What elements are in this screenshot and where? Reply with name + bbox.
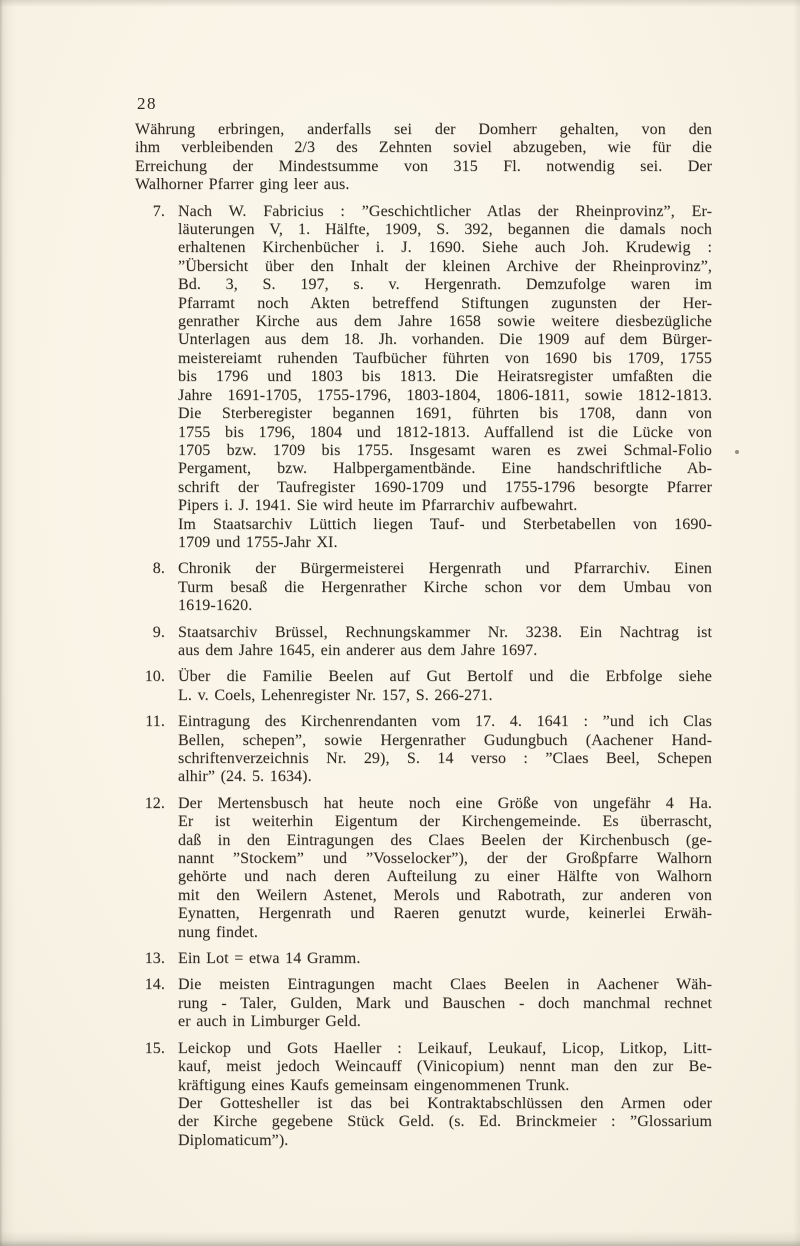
text-line: nannt ”Stockem” und ”Vosselocker”), der der Großpfarre Walhorn: [178, 850, 712, 868]
text-line: erhaltenen Kirchenbücher i. J. 1690. Siehe auch Joh. Krudewig :: [178, 239, 712, 257]
text-line: Unterlagen aus dem 18. Jh. vorhanden. Die 1909 auf dem Bürger-: [178, 331, 712, 349]
footnote-paragraph: [178, 624, 712, 661]
text-line: Bd. 3, S. 197, s. v. Hergenrath. Demzufolge waren im: [178, 276, 712, 294]
text-line: bis 1796 und 1803 bis 1813. Die Heiratsregister umfaßten die: [178, 368, 712, 386]
text-line: Chronik der Bürgermeisterei Hergenrath und Pfarrarchiv. Einen: [178, 560, 712, 578]
text-line: Bellen, schepen”, sowie Hergenrather Gudungbuch (Aachener Hand-: [178, 731, 712, 749]
footnote-number: 15.: [144, 1039, 165, 1057]
page-edge-top: [0, 0, 800, 7]
text-line: schrift der Taufregister 1690-1709 und 1755-1796 besorgte Pfarrer: [178, 478, 712, 496]
text-line: Diplomaticum”).: [178, 1131, 289, 1149]
text-line: 1619-1620.: [178, 597, 253, 615]
footnote-body: [178, 950, 712, 968]
text-line: nung findet.: [178, 923, 259, 941]
footnote-paragraph: [178, 976, 712, 1031]
intro-paragraph: [135, 121, 712, 195]
text-line: Jahre 1691-1705, 1755-1796, 1803-1804, 1806-1811, sowie 1812-1813.: [178, 386, 712, 404]
footnote-paragraph: [178, 668, 712, 705]
footnote-paragraph: [178, 1040, 712, 1095]
text-line: 1709 und 1755-Jahr XI.: [178, 533, 338, 551]
text-line: Turm besaß die Hergenrather Kirche schon vor dem Umbau von: [178, 578, 712, 596]
text-line: Über die Familie Beelen auf Gut Bertolf und die Erbfolge siehe: [178, 668, 712, 686]
footnote-paragraph: [178, 950, 712, 968]
footnote-body: [178, 713, 712, 787]
text-line: ihm verbleibenden 2/3 des Zehnten soviel abzugeben, wie für die: [135, 139, 712, 157]
page-edge-left: [0, 0, 16, 1246]
footnote-number: 11.: [145, 713, 165, 731]
text-line: Ein Lot = etwa 14 Gramm.: [178, 950, 361, 968]
text-line: Nach W. Fabricius : ”Geschichtlicher Atlas der Rheinprovinz”, Er-: [178, 202, 712, 220]
text-line: kräftigung eines Kaufs gemeinsam eingenommenen Trunk.: [178, 1076, 570, 1094]
footnote-9: [135, 624, 712, 661]
text-line: Der Mertensbusch hat heute noch eine Größe von ungefähr 4 Ha.: [178, 794, 712, 812]
footnote-number: 12.: [144, 794, 165, 812]
text-line: Erreichung der Mindestsumme von 315 Fl. notwendig sei. Der: [135, 157, 712, 175]
text-line: alhir” (24. 5. 1634).: [178, 768, 312, 786]
text-line: der Kirche gegebene Stück Geld. (s. Ed. Brinckmeier : ”Glossarium: [178, 1113, 712, 1131]
text-line: mit den Weilern Astenet, Merols und Rabotrath, zur anderen von: [178, 886, 712, 904]
footnote-paragraph: [178, 713, 712, 787]
text-line: Die meisten Eintragungen macht Claes Beelen in Aachener Wäh-: [178, 976, 712, 994]
footnote-11: [135, 713, 712, 787]
footnote-body: [178, 976, 712, 1031]
text-line: gehörte und nach deren Aufteilung zu einer Hälfte von Walhorn: [178, 868, 712, 886]
page-edge-bottom: [0, 1231, 800, 1246]
text-line: genrather Kirche aus dem Jahre 1658 sowie weitere diesbezügliche: [178, 313, 712, 331]
text-line: aus dem Jahre 1645, ein anderer aus dem Jahre 1697.: [178, 641, 538, 659]
text-line: Pipers i. J. 1941. Sie wird heute im Pfarrarchiv aufbewahrt.: [178, 497, 578, 515]
text-line: meistereiamt ruhenden Taufbücher führten von 1690 bis 1709, 1755: [178, 349, 712, 367]
text-line: Der Gottesheller ist das bei Kontraktabschlüssen den Armen oder: [178, 1094, 712, 1112]
footnote-body: [178, 668, 712, 705]
text-line: rung - Taler, Gulden, Mark und Bauschen - doch manchmal rechnet: [178, 994, 712, 1012]
page-number: 28: [137, 94, 157, 113]
footnote-10: [135, 668, 712, 705]
text-line: Pergament, bzw. Halbpergamentbände. Eine handschriftliche Ab-: [178, 460, 712, 478]
text-line: Walhorner Pfarrer ging leer aus.: [135, 176, 350, 194]
footnote-body: [178, 1040, 712, 1150]
text-line: ”Übersicht über den Inhalt der kleinen Archive der Rheinprovinz”,: [178, 257, 712, 275]
footnote-body: [178, 203, 712, 553]
text-line: 1755 bis 1796, 1804 und 1812-1813. Auffallend ist die Lücke von: [178, 423, 712, 441]
text-line: schriftenverzeichnis Nr. 29), S. 14 verso : ”Claes Beel, Schepen: [178, 750, 712, 767]
footnote-number: 9.: [152, 623, 165, 641]
page-edge-right: [793, 0, 800, 1246]
text-line: er auch in Limburger Geld.: [178, 1013, 361, 1031]
text-line: Leickop und Gots Haeller : Leikauf, Leukauf, Licop, Litkop, Litt-: [178, 1039, 712, 1057]
text-line: 1705 bzw. 1709 bis 1755. Insgesamt waren es zwei Schmal-Folio: [178, 441, 712, 459]
footnote-14: [135, 976, 712, 1031]
text-line: Eynatten, Hergenrath und Raeren genutzt wurde, keinerlei Erwäh-: [178, 905, 712, 923]
footnote-8: [135, 560, 712, 615]
footnote-paragraph: [178, 795, 712, 942]
footnote-7: [135, 203, 712, 553]
text-line: Staatsarchiv Brüssel, Rechnungskammer Nr. 3238. Ein Nachtrag ist: [178, 623, 712, 641]
text-line: Er ist weiterhin Eigentum der Kirchengemeinde. Es überrascht,: [178, 813, 712, 831]
text-line: L. v. Coels, Lehenregister Nr. 157, S. 266-271.: [178, 686, 493, 704]
text-line: daß in den Eintragungen des Claes Beelen der Kirchenbusch (ge-: [178, 831, 712, 849]
text-line: läuterungen V, 1. Hälfte, 1909, S. 392, begannen die damals noch: [178, 221, 712, 239]
footnote-number: 13.: [144, 950, 165, 968]
text-line: Im Staatsarchiv Lüttich liegen Tauf- und Sterbetabellen von 1690-: [178, 515, 712, 533]
footnote-number: 10.: [144, 668, 165, 686]
text-column: [135, 121, 712, 1150]
margin-speck: [735, 450, 739, 454]
footnote-13: [135, 950, 712, 968]
footnote-body: [178, 795, 712, 942]
text-line: Eintragung des Kirchenrendanten vom 17. 4. 1641 : ”und ich Clas: [178, 713, 712, 731]
footnote-15: [135, 1040, 712, 1150]
footnote-paragraph: [178, 203, 712, 516]
footnote-number: 8.: [152, 560, 165, 578]
text-line: Die Sterberegister begannen 1691, führten bis 1708, dann von: [178, 405, 712, 423]
footnote-number: 14.: [144, 976, 165, 994]
footnote-body: [178, 624, 712, 661]
footnote-paragraph: [178, 1095, 712, 1150]
footnote-12: [135, 795, 712, 942]
footnote-paragraph: [178, 560, 712, 615]
text-line: Währung erbringen, anderfalls sei der Domherr gehalten, von den: [135, 121, 712, 138]
text-line: kauf, meist jedoch Weincauff (Vinicopium) nennt man den zur Be-: [178, 1058, 712, 1076]
footnote-number: 7.: [152, 202, 165, 220]
footnote-paragraph: [178, 516, 712, 553]
text-line: Pfarramt noch Akten betreffend Stiftungen zugunsten der Her-: [178, 294, 712, 312]
footnote-body: [178, 560, 712, 615]
